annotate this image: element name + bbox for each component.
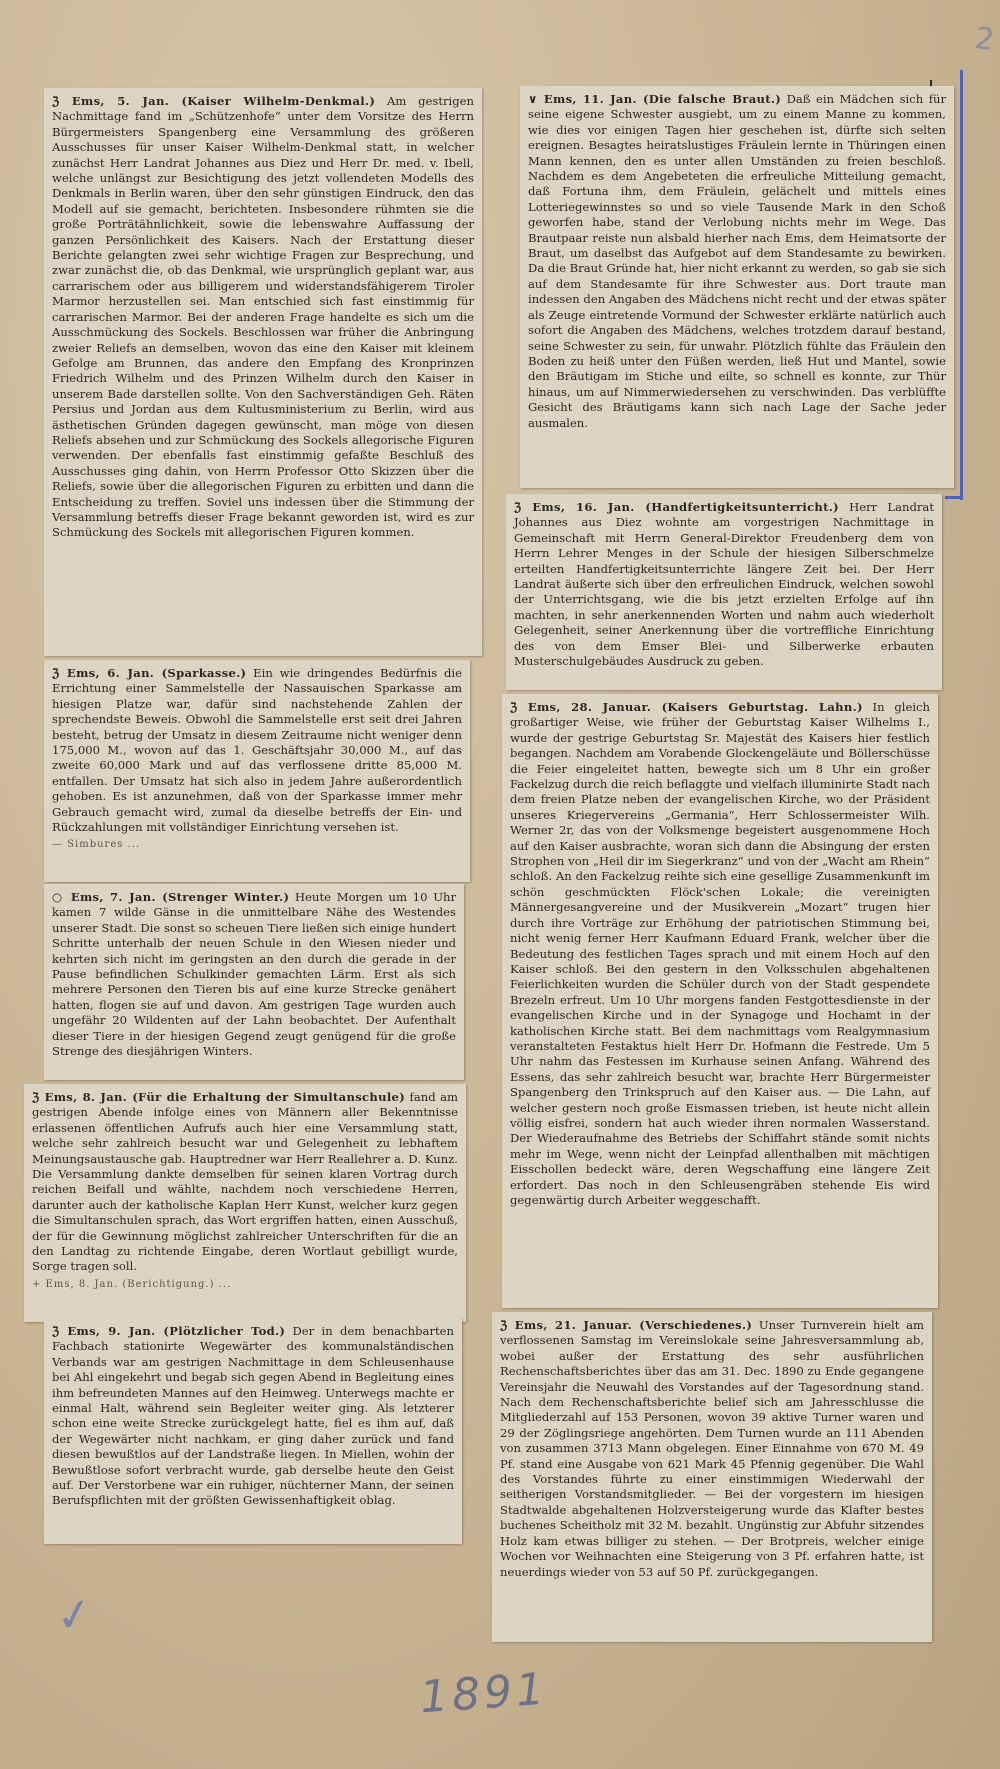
article-sparkasse xyxy=(44,660,470,882)
article-body: Der in dem benachbarten Fachbach stationirte Wegewärter des kommunalständischen Verbands war am gestrigen Nachmittage in dem Schleusenhause bei Ahl eingekehrt und begab sich gegen Abend in Begleitung eines ihm befreundeten Mannes auf den Heimweg. Unterwegs machte er einmal Halt, während sein Begleiter weiter ging. Als letzterer schon eine weite Strecke zurückgelegt hatte, fiel es ihm auf, daß der Wegewärter nicht nachkam, er ging daher zurück und fand diesen bewußtlos auf der Landstraße liegen. In Miellen, wohin der Bewußtlose sofort verbracht wurde, gab derselbe heute den Geist auf. Der Verstorbene war ein ruhiger, nüchterner Mann, der seinen Berufspflichten mit der größten Gewissenhaftigkeit oblag. xyxy=(52,1324,454,1508)
blue-pencil-line xyxy=(960,70,963,500)
article-body: Ein wie dringendes Bedürfnis die Errichtung einer Sammelstelle der Nassauischen Sparkasse am hiesigen Platze war, dafür sind nachstehende Zahlen der sprechendste Beweis. Obwohl die Sammelstelle erst seit drei Jahren besteht, betrug der Umsatz in diesem Zeitraume nicht weniger denn 175,000 M., wovon auf das 1. Geschäftsjahr 30,000 M., auf das zweite 60,000 Mark und auf das verflossene dritte 85,000 M. entfallen. Der Umsatz hat sich also in jedem Jahre außerordentlich gehoben. Es ist anzunehmen, daß von der Sparkasse immer mehr Gebrauch gemacht wird, zumal da dieselbe betreffs der Ein- und Rückzahlungen mit vollständiger Einrichtung versehen ist. xyxy=(52,666,462,835)
article-strenger-winter xyxy=(44,884,464,1080)
article-head: ℨ Ems, 6. Jan. (Sparkasse.) xyxy=(52,666,247,680)
article-falsche-braut xyxy=(520,86,954,488)
article-body: fand am gestrigen Abende infolge eines von Männern aller Bekenntnisse erlassenen öffentlichen Aufrufs auch hier eine Versammlung statt, welche sehr zahlreich besucht war und Gelegenheit zu lebhaftem Meinungsaustausche gab. Hauptredner war Herr Reallehrer a. D. Kunz. Die Versammlung dankte demselben für seinen klaren Vortrag durch reichen Beifall und wählte, nachdem noch verschiedene Herren, darunter auch der katholische Kaplan Herr Kunst, welcher kurz gegen die Simultanschulen sprach, das Wort ergriffen hatten, einen Ausschuß, der für die Gewinnung möglichst zahlreicher Unterschriften für die an den Landtag zu richtende Eingabe, deren Wortlaut gebilligt wurde, Sorge tragen soll. xyxy=(32,1090,459,1274)
article-head: ℨ Ems, 28. Januar. (Kaisers Geburtstag. Lahn.) xyxy=(510,700,863,714)
article-head: ○ Ems, 7. Jan. (Strenger Winter.) xyxy=(52,890,290,904)
article-head: ℨ Ems, 21. Januar. (Verschiedenes.) xyxy=(500,1318,753,1332)
article-cut-line: + Ems, 8. Jan. (Berichtigung.) ... xyxy=(32,1278,232,1290)
article-head: ℨ Ems, 8. Jan. (Für die Erhaltung der Simultanschule) xyxy=(32,1090,406,1104)
article-body: Heute Morgen um 10 Uhr kamen 7 wilde Gänse in die unmittelbare Nähe des Westendes unserer Stadt. Die sonst so scheuen Tiere ließen sich einige hundert Schritte unterhalb der neuen Schule in den Wiesen nieder und kehrten sich nicht im geringsten an den durch die gerade in der Pause befindlichen Schulkinder gemachten Lärm. Erst als sich mehrere Personen den Tieren bis auf eine kurze Strecke genähert hatten, flogen sie auf und davon. Am gestrigen Tage wurden auch ungefähr 20 Wildenten auf der Lahn beobachtet. Der Aufenthalt dieser Tiere in der hiesigen Gegend zeugt genügend für die große Strenge des diesjährigen Winters. xyxy=(52,890,456,1059)
article-cut-line: — Simbures ... xyxy=(52,839,141,851)
blue-pencil-tick xyxy=(945,496,963,499)
article-verschiedenes xyxy=(492,1312,932,1642)
article-head: ℨ Ems, 5. Jan. (Kaiser Wilhelm-Denkmal.) xyxy=(52,94,376,108)
pencil-year-annotation: 1891 xyxy=(418,1663,550,1724)
article-handfertigkeit xyxy=(506,494,942,690)
pencil-check-mark: ✓ xyxy=(51,1587,98,1644)
article-kaiser-denkmal xyxy=(44,88,482,656)
article-kaisers-geburtstag xyxy=(502,694,938,1308)
article-body: Daß ein Mädchen sich für seine eigene Schwester ausgiebt, um zu einem Manne zu kommen, wie dies vor einigen Tagen hier geschehen ist, dürfte sich selten ereignen. Besagtes heiratslustiges Fräulein lernte in Thüringen einen Mann kennen, den es unter allen Umständen zu freien beschloß. Nachdem es dem Angebeteten die erfreuliche Mitteilung gemacht, daß Fortuna ihm, dem Fräulein, gelächelt und mittels eines Lotteriegewinnstes so und so viele Tausende Mark in den Schoß geworfen habe, stand der Verlobung nichts mehr im Wege. Das Brautpaar reiste nun alsbald hierher nach Ems, dem Heimatsorte der Braut, um daselbst das Aufgebot auf dem Standesamte zu bewirken. Da die Braut Gründe hat, hier nicht erkannt zu werden, so gab sie sich auf dem Standesamte für ihre Schwester aus. Dort traute man indessen den Angaben des Mädchens nicht recht und der etwas später als Zeuge eintretende Vormund der Schwester erklärte natürlich auch sofort die Angaben des Mädchens, welches trotzdem darauf bestand, seine Schwester zu sein, für unwahr. Plötzlich fühlte das Fräulein den Boden zu heiß unter den Füßen werden, ließ Hut und Mantel, sowie den Bräutigam im Stiche und eilte, so schnell es konnte, zur Thür hinaus, um auf Nimmerwiedersehen zu verschwinden. Das verblüffte Gesicht des Bräutigams kann sich nach Lage der Sache jeder ausmalen. xyxy=(528,92,947,430)
article-head: ℨ Ems, 16. Jan. (Handfertigkeitsunterricht.) xyxy=(514,500,839,514)
article-head: ℨ Ems, 9. Jan. (Plötzlicher Tod.) xyxy=(52,1324,286,1338)
article-body: In gleich großartiger Weise, wie früher der Geburtstag Kaiser Wilhelms I., wurde der gestrige Geburtstag Sr. Majestät des Kaisers hier festlich begangen. Nachdem am Vorabende Glockengeläute und Böllerschüsse die Feier eingeleitet hatten, bewegte sich um 8 Uhr ein großer Fackelzug durch die reich beflaggte und vielfach illuminirte Stadt nach dem freien Platze neben der evangelischen Kirche, wo der Präsident unseres Kriegervereins „Germania“, Herr Schlossermeister Wilh. Werner 2r, das von der Volksmenge begeistert ausgenommene Hoch auf den Kaiser ausbrachte, woran sich dann die Absingung der ersten Strophen von „Heil dir im Siegerkranz“ und von der „Wacht am Rhein“ schloß. An den Fackelzug reihte sich eine gesellige Zusammenkunft im schön geschmückten Flöck'schen Lokale; die vereinigten Männergesangvereine und der Musikverein „Mozart“ trugen hier durch ihre Vorträge zur Erhöhung der patriotischen Stimmung bei, nicht wenig ferner Herr Kaufmann Eduard Frank, welcher über die Bedeutung des festlichen Tages sprach und mit einem Hoch auf den Kaiser schloß. Bei den gestern in den Volksschulen abgehaltenen Feierlichkeiten wurden die Schüler durch von der Stadt gespendete Brezeln erfreut. Um 10 Uhr morgens fanden Festgottesdienste in der evangelischen Kirche und in der Synagoge und Hochamt in der katholischen Kirche statt. Bei dem nachmittags vom Realgymnasium veranstalteten Festaktus hielt Herr Dr. Hofmann die Festrede. Um 5 Uhr nahm das Festessen im Kurhause seinen Anfang. Während des Essens, das sehr zahlreich besucht war, brachte Herr Bürgermeister Spangenberg den Trinkspruch auf den Kaiser aus. — Die Lahn, auf welcher gestern noch große Eismassen trieben, ist heute nicht allein völlig eisfrei, sondern hat auch wieder ihren normalen Wasserstand. Der Wiederaufnahme des Betriebs der Schiffahrt stände somit nichts mehr im Wege, wenn nicht der Leinpfad allenthalben mit mächtigen Eisschollen bedeckt wäre, deren Wegschaffung eine längere Zeit erfordert. Das noch in den Schleusengräben stehende Eis wird gegenwärtig durch Arbeiter weggeschafft. xyxy=(510,700,930,1207)
page-number-pencil: 2 xyxy=(972,20,997,59)
article-ploetzlicher-tod xyxy=(44,1318,462,1544)
article-body: Herr Landrat Johannes aus Diez wohnte am vorgestrigen Nachmittage in Gemeinschaft mit Herrn General-Direktor Freudenberg dem von Herrn Lehrer Menges in der Schule der hiesigen Silberschmelze erteilten Handfertigkeitsunterrichte längere Zeit bei. Der Herr Landrat äußerte sich über den erfreulichen Eindruck, welchen sowohl der Unterrichtsgang, wie die bis jetzt erzielten Erfolge auf ihn machten, in sehr anerkennenden Worten und nahm auch wiederholt Gelegenheit, seiner Anerkennung über die vortreffliche Einrichtung des von dem Emser Blei- und Silberwerke erbauten Musterschulgebäudes Ausdruck zu geben. xyxy=(514,500,935,669)
article-head: ∨ Ems, 11. Jan. (Die falsche Braut.) xyxy=(528,92,782,106)
article-body: Unser Turnverein hielt am verflossenen Samstag im Vereinslokale seine Jahresversammlung ab, wobei außer der Erstattung des sehr ausführlichen Rechenschaftsberichtes über das am 31. Dec. 1890 zu Ende gegangene Vereinsjahr die Neuwahl des Vorstandes auf der Tagesordnung stand. Nach dem Rechenschaftsberichte belief sich am Jahresschlusse die Mitgliederzahl auf 153 Personen, wovon 39 aktive Turner waren und 29 der Zöglingsriege angehörten. Dem Turnen wurde an 111 Abenden von zusammen 3713 Mann obgelegen. Einer Einnahme von 670 M. 49 Pf. stand eine Ausgabe von 621 Mark 45 Pfennig gegenüber. Die Wahl des Vorstandes führte zu einer einstimmigen Wiederwahl der seitherigen Vorstandsmitglieder. — Bei der vorgestern im hiesigen Stadtwalde abgehaltenen Holzversteigerung wurde das Klafter bestes buchenes Scheitholz mit 32 M. bezahlt. Ungünstig zur Abfuhr sitzendes Holz kam etwas billiger zu stehen. — Der Brotpreis, welcher einige Wochen vor Weihnachten eine Steigerung von 3 Pf. erfahren hatte, ist neuerdings wieder von 53 auf 50 Pf. zurückgegangen. xyxy=(500,1318,925,1579)
article-simultanschule xyxy=(24,1084,466,1322)
article-body: Am gestrigen Nachmittage fand im „Schützenhofe“ unter dem Vorsitze des Herrn Bürgermeisters Spangenberg eine Versammlung des größeren Ausschusses für unser Kaiser Wilhelm-Denkmal statt, in welcher zunächst Herr Landrat Johannes aus Diez und Herr Dr. med. v. Ibell, welche unlängst zur Besichtigung des jetzt vollendeten Modells des Denkmals in Berlin waren, über den sehr günstigen Eindruck, den das Modell auf sie gemacht, berichteten. Insbesondere rühmten sie die große Porträtähnlichkeit, sowie die lebenswahre Auffassung der ganzen Persönlichkeit des Kaisers. Nach der Erstattung dieser Berichte gelangten zwei sehr wichtige Fragen zur Besprechung, und zwar zunächst die, ob das Denkmal, wie ursprünglich geplant war, aus carrarischem oder aus billigerem und widerstandsfähigerem Tiroler Marmor herzustellen sei. Man entschied sich fast einstimmig für carrarischen Marmor. Bei der anderen Frage handelte es sich um die Ausschmückung des Sockels. Beschlossen war früher die Anbringung zweier Reliefs an demselben, wovon das eine den Kaiser mit kleinem Gefolge am Brunnen, das andere den Empfang des Kronprinzen Friedrich Wilhelm und des Prinzen Wilhelm durch den Kaiser in unserem Bade darstellen sollte. Von den Sachverständigen Geh. Räten Persius und Jordan aus dem Kultusministerium zu Berlin, wird aus ästhetischen Gründen dagegen gewünscht, man möge von diesen Reliefs absehen und zur Schmückung des Sockels allegorische Figuren verwenden. Der ebenfalls fast einstimmig gefaßte Beschluß des Ausschusses ging dahin, von Herrn Professor Otto Skizzen über die Reliefs, sowie über die allegorischen Figuren zu erbitten und dann die Entscheidung zu treffen. Soviel uns indessen über die Stimmung der Versammlung betreffs dieser Frage bekannt geworden ist, wird es zur Schmückung des Sockels mit allegorischen Figuren kommen. xyxy=(52,94,475,540)
